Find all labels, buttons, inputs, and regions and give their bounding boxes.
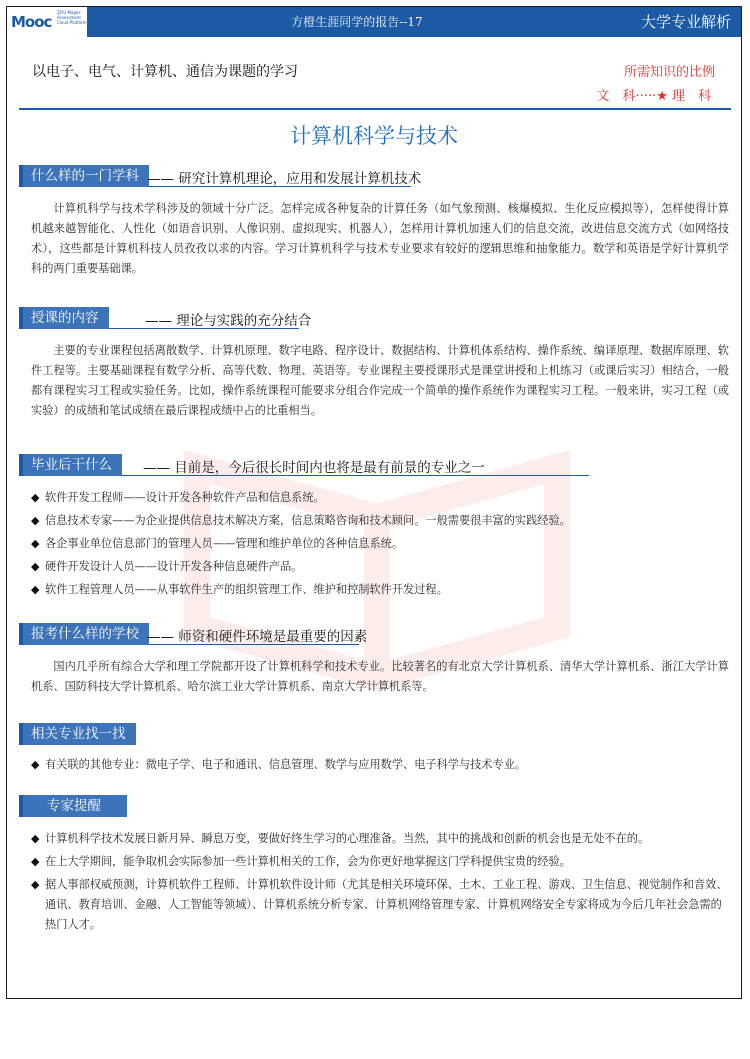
section-text: 计算机科学与技术学科涉及的领域十分广泛。怎样完成各种复杂的计算任务（如气象预测、核爆模拟、生化反应模拟等），怎样使得计算机越来越智能化、人性化（如语音识别、人像识别、虚拟现实、机器人），怎样用计算机加速人们的信息交流，改进信息交流方式（如网络技术），这些都是计算机科技人员孜孜以求的内容。学习计算机科学与技术专业要求有较好的逻辑思维和抽象能力。数学和英语是学好计算机学科的两门重要基础课。 xyxy=(31,202,729,275)
diamond-bullet-icon: ◆ xyxy=(31,758,40,771)
section-caption: —— 师资和硬件环境是最重要的因素 xyxy=(147,629,368,645)
diamond-bullet-icon: ◆ xyxy=(31,491,40,504)
header-bar xyxy=(7,7,741,37)
logo xyxy=(7,7,88,37)
section-tag: 什么样的一门学科 xyxy=(19,165,149,187)
report-category: 大学专业解析 xyxy=(640,13,731,31)
section-text: 主要的专业课程包括离散数学、计算机原理、数字电路、程序设计、数据结构、计算机体系结构、操作系统、编译原理、数据库原理、软件工程等。主要基础课程有数学分析、高等代数、物理、英语等。专业课程主要授课形式是课堂讲授和上机练习（或课后实习）相结合，一般都有课程实习工程或实验任务。比如，操作系统课程可能要求分组合作完成一个简单的操作系统作为课程实习工程。一般来讲，实习工程（或实验）的成绩和笔试成绩在最后课程成绩中占的比重相当。 xyxy=(31,344,729,417)
list-item: ◆ 硬件开发设计人员——设计开发各种信息硬件产品。 xyxy=(31,557,729,577)
section-tag: 专家提醒 xyxy=(19,795,127,817)
knowledge-ratio-scale: 文 科·····★ 理 科 xyxy=(596,89,711,104)
section-caption: —— 理论与实践的充分结合 xyxy=(145,313,312,329)
list-item: ◆ 计算机科学技术发展日新月异、瞬息万变，要做好终生学习的心理准备。当然，其中的挑战和创新的机会也是无处不在的。 xyxy=(31,829,729,849)
list-item: ◆ 信息技术专家——为企业提供信息技术解决方案，信息策略咨询和技术顾问。一般需要很丰富的实践经验。 xyxy=(31,511,729,531)
report-title: 方橙生涯同学的报告--17 xyxy=(291,15,423,29)
list-item: ◆ 各企事业单位信息部门的管理人员——管理和维护单位的各种信息系统。 xyxy=(31,534,729,554)
knowledge-ratio-label: 所需知识的比例 xyxy=(623,65,715,80)
diamond-bullet-icon: ◆ xyxy=(31,514,40,527)
list-item: ◆ 软件工程管理人员——从事软件生产的组织管理工作、维护和控制软件开发过程。 xyxy=(31,580,729,600)
topic-heading: 以电子、电气、计算机、通信为课题的学习 xyxy=(32,64,298,80)
career-list xyxy=(31,488,729,603)
section-tag: 毕业后干什么 xyxy=(19,454,122,476)
diamond-bullet-icon: ◆ xyxy=(31,855,40,868)
related-list xyxy=(31,755,729,778)
diamond-bullet-icon: ◆ xyxy=(31,878,40,891)
section-related xyxy=(19,723,731,783)
section-caption: —— 目前是，今后很长时间内也将是最有前景的专业之一 xyxy=(143,460,485,476)
diamond-bullet-icon: ◆ xyxy=(31,583,40,596)
list-item: ◆ 在上大学期间，能争取机会实际参加一些计算机相关的工作，会为你更好地掌握这门学科提供宝贵的经验。 xyxy=(31,852,729,872)
tips-list xyxy=(31,829,729,938)
diamond-bullet-icon: ◆ xyxy=(31,560,40,573)
page-title: 计算机科学与技术 xyxy=(290,124,458,148)
list-item: ◆ 有关联的其他专业：微电子学、电子和通讯、信息管理、数学与应用数学、电子科学与技术专业。 xyxy=(31,755,729,775)
section-tips xyxy=(19,795,731,955)
diamond-bullet-icon: ◆ xyxy=(31,832,40,845)
list-item: ◆ 据人事部权威预测，计算机软件工程师、计算机软件设计师（尤其是相关环境环保、土木、工业工程、游戏、卫生信息、视觉制作和音效、通讯、教育培训、金融、人工智能等领域）、计算机系统分析专家、计算机网络管理专家、计算机网络安全专家将成为今后几年社会急需的热门人才。 xyxy=(31,875,729,935)
section-schools xyxy=(19,623,731,713)
section-after xyxy=(19,454,731,614)
section-what xyxy=(19,165,731,305)
section-tag: 授课的内容 xyxy=(19,307,109,329)
header-divider xyxy=(19,108,731,110)
logo-subtext: ZJYU Mages Assessment Cloud Platform xyxy=(57,10,87,25)
page-frame xyxy=(6,6,742,999)
section-tag: 相关专业找一找 xyxy=(19,723,136,745)
section-caption: —— 研究计算机理论，应用和发展计算机技术 xyxy=(147,171,422,187)
section-text: 国内几乎所有综合大学和理工学院都开设了计算机科学和技术专业。比较著名的有北京大学计算机系、清华大学计算机系、浙江大学计算机系、国防科技大学计算机系、哈尔滨工业大学计算机系、南京大学计算机系等。 xyxy=(31,660,729,693)
section-tag: 报考什么样的学校 xyxy=(19,623,149,645)
logo-mark: Mooc xyxy=(11,13,52,31)
diamond-bullet-icon: ◆ xyxy=(31,537,40,550)
list-item: ◆ 软件开发工程师——设计开发各种软件产品和信息系统。 xyxy=(31,488,729,508)
section-courses xyxy=(19,307,731,447)
